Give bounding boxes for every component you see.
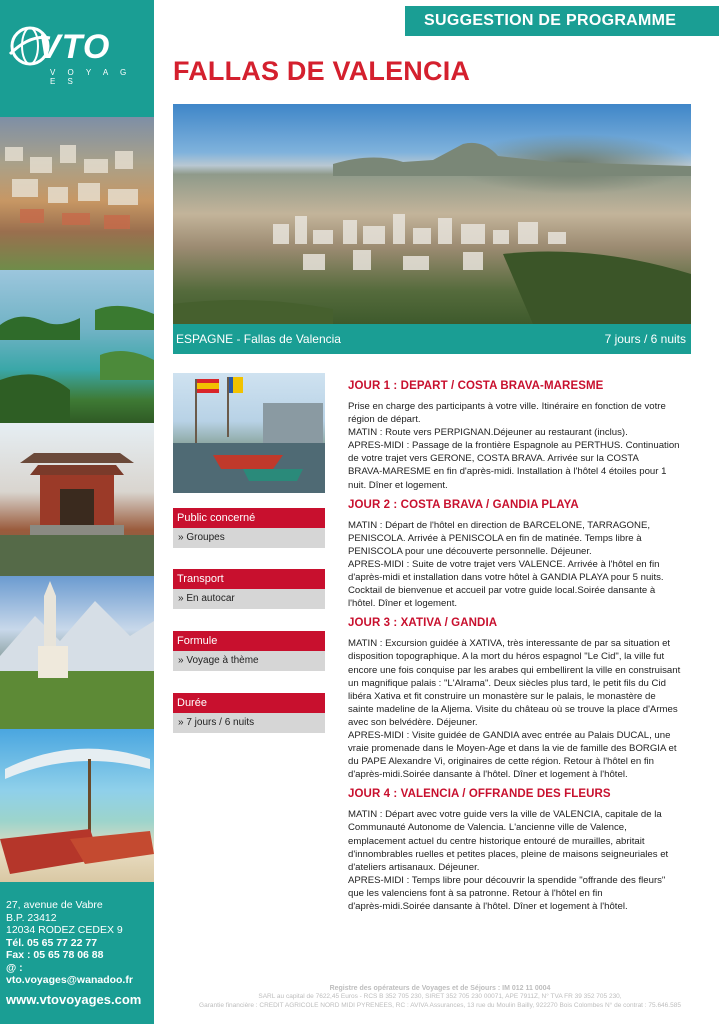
hero-photo <box>173 104 691 324</box>
day-text-line: sainte madeline de la Aljema. Visite du château où se trouve la place d'Armes <box>348 703 678 715</box>
day-text-line: Communauté Autonome de Valencia. L'ancienne ville de Valence, <box>348 822 627 834</box>
info-label-public: Public concerné <box>173 508 325 528</box>
pagoda-photo <box>0 423 154 576</box>
itinerary <box>348 380 698 920</box>
day-text-line: d'après-midi.Soirée dansante à l'hôtel. Dîner et logement à l'hôtel. <box>348 769 628 781</box>
program-banner: SUGGESTION DE PROGRAMME <box>405 6 719 36</box>
day-text-line: d'innombrables ruelles et petites places, pleine de maisons seigneuriales et <box>348 848 669 860</box>
logo-tagline: V O Y A G E S <box>50 68 132 86</box>
day-text-line: du PAPE Alexandre Vi, originaires de cette région. Retour à l'hôtel en fin <box>348 756 654 768</box>
beach-parasol-photo <box>0 729 154 882</box>
day-text-line: disposition topographique. A la mort du héros espagnol "Le Cid", la ville fut <box>348 651 665 663</box>
page-title: FALLAS DE VALENCIA <box>173 56 471 86</box>
day-text-line: de votre trajet vers GERONE, COSTA BRAVA. Arrivée sur la COSTA <box>348 453 639 465</box>
day-section <box>348 788 698 913</box>
left-sidebar <box>0 0 154 1024</box>
day-text-line: libéra Xativa et fit construire un monastère sur le palais, le monastère de <box>348 690 656 702</box>
logo-brand: VTO <box>38 28 111 66</box>
day-section <box>348 499 698 611</box>
day-text-line: PENISCOLA pour une découverte personnelle. Déjeuner. <box>348 545 592 557</box>
day-title: JOUR 4 : VALENCIA / OFFRANDE DES FLEURS <box>348 788 611 801</box>
vto-logo <box>8 22 148 92</box>
website-link[interactable]: www.vtovoyages.com <box>6 992 142 1007</box>
address-line-3: 12034 RODEZ CEDEX 9 <box>6 924 123 936</box>
address-line-1: 27, avenue de Vabre <box>6 899 103 911</box>
day-text-line: vraie promenade dans le Moyen-Age et dans la vie de famille des BORGIA et <box>348 743 677 755</box>
legal-footer <box>160 985 720 1010</box>
day-description <box>348 400 698 492</box>
day-text-line: APRES-MIDI : Temps libre pour découvrir la spendide "offrande des fleurs" <box>348 874 666 886</box>
day-text-line: que les valenciens font à sa patronne. Retour à l'hôtel en fin <box>348 887 603 899</box>
day-text-line: APRES-MIDI : Suite de votre trajet vers VALENCE. Arrivée à l'hôtel en fin <box>348 558 660 570</box>
info-value-public: » Groupes <box>173 528 325 548</box>
day-text-line: un magnifique palais : "L'Alrama". Deux siècles plus tard, le petit fils du Cid <box>348 677 666 689</box>
day-description <box>348 519 698 611</box>
day-text-line: région de départ. <box>348 414 421 426</box>
day-text-line: APRES-MIDI : Passage de la frontière Espagnole au PERTHUS. Continuation <box>348 440 680 452</box>
info-value-transport: » En autocar <box>173 589 325 609</box>
day-description <box>348 637 698 781</box>
day-text-line: MATIN : Route vers PERPIGNAN.Déjeuner au restaurant (inclus). <box>348 427 628 439</box>
day-section <box>348 617 698 781</box>
day-text-line: Cocktail de bienvenue et accueil par votre guide local.Soirée dansante à <box>348 585 656 597</box>
day-text-line: MATIN : Excursion guidée à XATIVA, très interessante de par sa situation et <box>348 638 671 650</box>
day-text-line: d'après-midi et installation dans votre hôtel à GANDIA PLAYA pour 5 nuits. <box>348 572 664 584</box>
fax-number: Fax : 05 65 78 06 88 <box>6 949 104 961</box>
hero-caption-bar <box>173 324 691 354</box>
day-text-line: MATIN : Départ avec votre guide vers la ville de VALENCIA, capitale de la <box>348 809 662 821</box>
duration-label: 7 jours / 6 nuits <box>604 332 686 346</box>
footer-registry: Registre des opérateurs de Voyages et de Séjours : IM 012 11 0004 <box>329 985 551 992</box>
day-description <box>348 808 698 913</box>
day-text-line: Prise en charge des participants à votre ville. Itinéraire en fonction de votre <box>348 401 666 412</box>
agency-address <box>6 899 152 987</box>
lagoon-photo <box>0 270 154 423</box>
footer-company-info: SARL au capital de 7622,45 Euros - RCS B 352 705 230, SIRET 352 705 230 00071, APE 7911Z, N° TVA FR 39 352 705 230, <box>258 993 622 1001</box>
day-text-line: d'après-midi.Soirée dansante à l'hôtel. Dîner et logement à l'hôtel. <box>348 901 628 912</box>
day-text-line: APRES-MIDI : Visite guidée de GANDIA avec entrée au Palais DUCAL, une <box>348 729 671 741</box>
day-text-line: avec son belvédère. Déjeuner. <box>348 716 478 728</box>
info-value-formule: » Voyage à thème <box>173 651 325 671</box>
day-section <box>348 380 698 492</box>
footer-guarantee: Garantie financière : CREDIT AGRICOLE NORD MIDI PYRENEES, RC : AVIVA Assurances, 13 rue du Moulin Bailly, 922270 Bois Colombes N° de contrat : 75.646.585 <box>199 1001 681 1009</box>
email-address: @ : vto.voyages@wanadoo.fr <box>6 961 133 986</box>
harbor-photo <box>173 373 325 493</box>
day-text-line: d'ateliers artisanaux. Déjeuner. <box>348 861 480 873</box>
day-text-line: PENISCOLA. Arrivée à PENISCOLA en fin de matinée. Temps libre à <box>348 532 642 544</box>
mountain-church-photo <box>0 576 154 729</box>
day-text-line: nuit. Dîner et logement. <box>348 479 448 491</box>
day-title: JOUR 3 : XATIVA / GANDIA <box>348 617 498 630</box>
info-value-duree: » 7 jours / 6 nuits <box>173 713 325 733</box>
day-text-line: BRAVA-MARESME en fin d'après-midi. Installation à l'hôtel 4 étoiles pour 1 <box>348 466 667 478</box>
info-label-formule: Formule <box>173 631 325 651</box>
village-photo <box>0 117 154 270</box>
day-text-line: l'hôtel. Dîner et logement. <box>348 598 458 610</box>
destination-label: ESPAGNE - Fallas de Valencia <box>176 332 341 346</box>
info-label-transport: Transport <box>173 569 325 589</box>
address-line-2: B.P. 23412 <box>6 911 57 924</box>
info-label-duree: Durée <box>173 693 325 713</box>
phone-number: Tél. 05 65 77 22 77 <box>6 936 98 949</box>
day-text-line: emplacement actuel du centre historique entouré de murailles, abritait <box>348 835 645 847</box>
day-text-line: encore une fois conquise par les arabes qui embellirent la ville en construisant <box>348 664 681 676</box>
day-text-line: MATIN : Départ de l'hôtel en direction de BARCELONE, TARRAGONE, <box>348 519 651 531</box>
day-title: JOUR 2 : COSTA BRAVA / GANDIA PLAYA <box>348 498 579 511</box>
day-title: JOUR 1 : DEPART / COSTA BRAVA-MARESME <box>348 380 604 392</box>
